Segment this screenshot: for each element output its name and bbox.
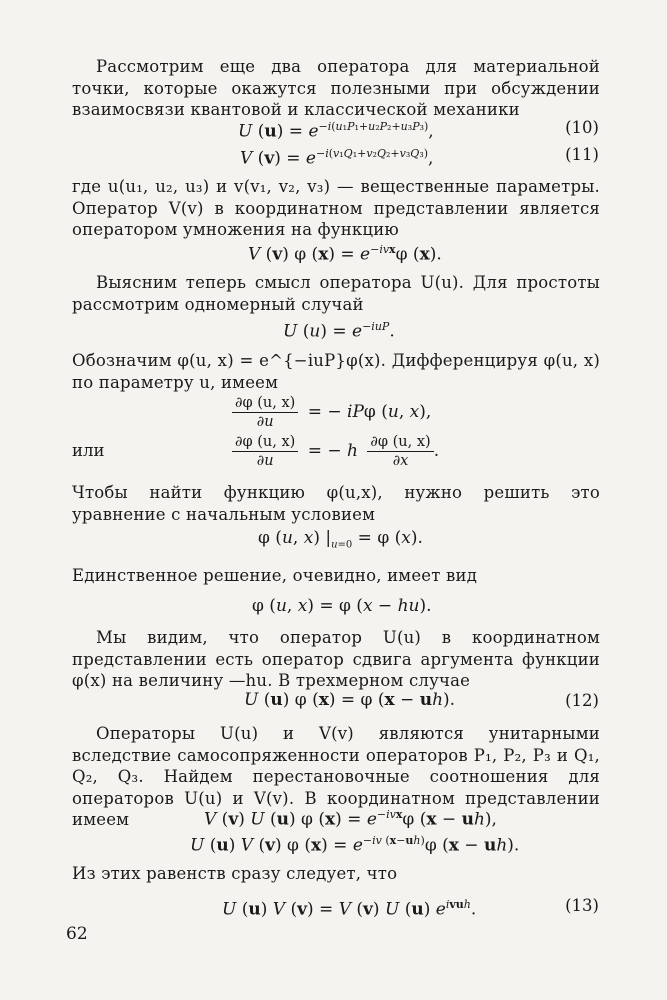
equation-13: U (u) V (v) = V (v) U (u) $e^{ivuh}$. (222, 898, 477, 920)
equation-vu: V (v) U (u) φ $(x) = e^{-ivx}\varphi$ (x − uh), (204, 808, 497, 830)
paragraph-initial-condition: Чтобы найти функцию φ(u,x), нужно решить это уравнение с начальным условием (72, 483, 600, 524)
paragraph-shift-operator: Мы видим, что оператор U(u) в координатном представлении есть оператор сдвига аргумента функции φ(x) на величину —hu. В трехмерном случае (72, 628, 600, 690)
page-number: 62 (66, 924, 88, 944)
equation-13-label: (13) (565, 896, 599, 915)
paragraph-unitary: Операторы U(u) и V(v) являются унитарными вследствие самосопряженности операторов P₁, P₂, P₃ и Q₁, Q₂, Q₃. Найдем перестановочные соотношения для операторов U(u) и V(v). В координатном представлении имеем (72, 724, 600, 829)
paragraph-parameters: где u(u₁, u₂, u₃) и v(v₁, v₂, v₃) — вещественные параметры. Оператор V(v) в координатном представлении является оператором умножения на функцию (72, 177, 600, 239)
equation-12-label: (12) (565, 691, 599, 710)
or-word: или (72, 441, 105, 460)
equation-11-label: (11) (565, 145, 599, 164)
equation-solution: φ (u, x) = φ (x − hu). (252, 596, 432, 616)
equation-10-label: (10) (565, 118, 599, 137)
paragraph-intro: Рассмотрим еще два оператора для материальной точки, которые окажутся полезными при обсуждении взаимосвязи квантовой и классической механики (72, 57, 600, 119)
equation-initial-condition: φ (u, x) $|_{u=0} = \varphi$ (x). (258, 528, 423, 551)
equation-derivative-x: $\frac{\partial\varphi (u, x)}{\partial u}$ = − h $\frac{\partial\varphi (u, x)}{\partial x}$ . (232, 433, 439, 470)
equation-one-dimensional: U $(u) = e^{-iuP}$. (283, 320, 395, 342)
equation-multiplication: V (v) φ $(x) = e^{-ivx}\varphi$ (x). (248, 243, 442, 265)
paragraph-meaning: Выясним теперь смысл оператора U(u). Для простоты рассмотрим одномерный случай (72, 273, 600, 314)
equation-11: V $(v) = e^{-i(v_1Q_1+v_2Q_2+v_3Q_3)}$, (240, 147, 434, 169)
paragraph-unique-solution: Единственное решение, очевидно, имеет вид (72, 566, 478, 585)
equation-10: U $(u) = e^{-i(u_1P_1+u_2P_2+u_3P_3)}$, (238, 120, 434, 142)
paragraph-conclusion: Из этих равенств сразу следует, что (72, 864, 398, 883)
equation-12: U (u) φ (x) = φ (x − uh). (244, 690, 456, 710)
equation-uv: U (u) V (v) φ $(x) = e^{-iv (x-uh)}\varphi$ (x − uh). (190, 834, 520, 856)
equation-derivative-u: $\frac{\partial\varphi (u, x)}{\partial u}$ = − iPφ (u, x), (232, 394, 431, 431)
paragraph-differentiate: Обозначим φ(u, x) = e^{−iuP}φ(x). Дифференцируя φ(u, x) по параметру u, имеем (72, 351, 600, 392)
